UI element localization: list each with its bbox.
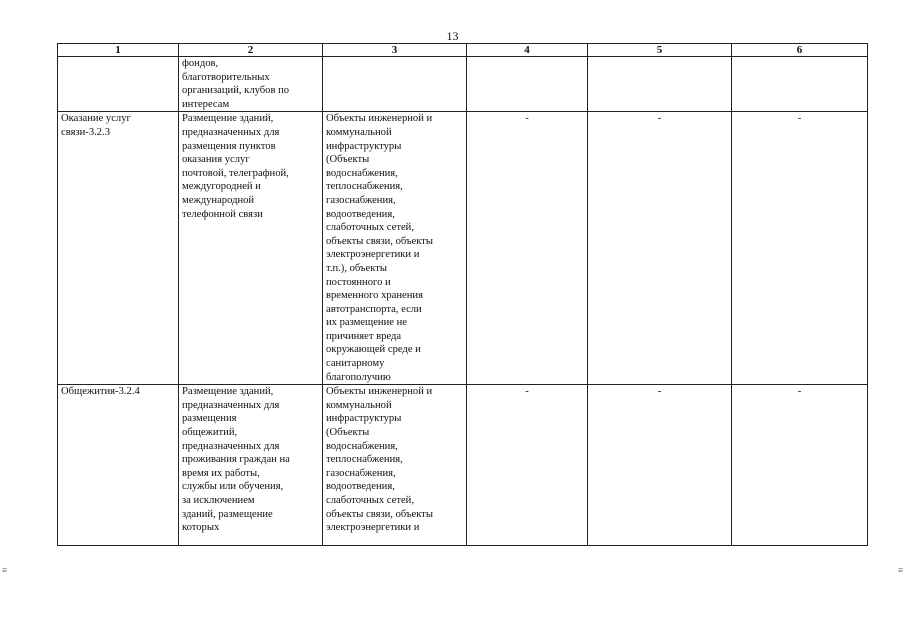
cell-text: Объекты инженерной и коммунальной инфраструктуры (Объекты водоснабжения, теплоснабжения, газоснабжения, водоотведения, слаботочных сетей, объекты связи, объекты электроэнергетики и т.п.), объекты постоянного и временного хранения автотранспорта, если их размещение не причиняет вреда окружающей среде и санитарному благополучию xyxy=(326,113,433,383)
column-header: 6 xyxy=(732,44,868,57)
land-use-table xyxy=(57,43,868,546)
cell-text: Размещение зданий, предназначенных для размещения пунктов оказания услуг почтовой, телеграфной, междугородней и международной телефонной связи xyxy=(182,113,289,220)
table-cell xyxy=(732,385,868,546)
table-cell xyxy=(323,112,467,385)
table-cell xyxy=(588,385,732,546)
scan-edge-mark-right: ≡ xyxy=(898,565,904,575)
cell-text: - xyxy=(797,113,802,125)
table-cell xyxy=(179,385,323,546)
table-cell xyxy=(732,57,868,112)
column-header: 4 xyxy=(467,44,588,57)
cell-text: - xyxy=(525,386,529,398)
table-cell xyxy=(467,385,588,546)
table-cell xyxy=(179,112,323,385)
table-cell xyxy=(58,385,179,546)
scan-edge-mark-left: ≡ xyxy=(2,565,8,575)
cell-text: - xyxy=(657,113,662,125)
table-cell xyxy=(467,112,588,385)
table-cell xyxy=(467,57,588,112)
table-cell xyxy=(58,112,179,385)
page-number: 13 xyxy=(446,29,459,43)
table-cell xyxy=(179,57,323,112)
table-cell xyxy=(732,112,868,385)
cell-text: Общежития-3.2.4 xyxy=(61,386,140,398)
table-cell xyxy=(323,57,467,112)
table-row xyxy=(58,385,868,546)
table-cell xyxy=(588,112,732,385)
table-cell xyxy=(58,57,179,112)
column-header: 1 xyxy=(58,44,179,57)
cell-text: Оказание услуг связи-3.2.3 xyxy=(61,113,131,138)
cell-text: Размещение зданий, предназначенных для размещения общежитий, предназначенных для проживания граждан на время их работы, службы или обучения, за исключением зданий, размещение которых xyxy=(182,386,290,534)
cell-text: Объекты инженерной и коммунальной инфраструктуры (Объекты водоснабжения, теплоснабжения, газоснабжения, водоотведения, слаботочных сетей, объекты связи, объекты электроэнергетики и xyxy=(326,386,433,534)
table-header-row xyxy=(58,44,868,57)
cell-text: - xyxy=(525,113,529,125)
table-row xyxy=(58,112,868,385)
cell-text: - xyxy=(657,386,662,398)
table-row xyxy=(58,57,868,112)
column-header: 2 xyxy=(179,44,323,57)
cell-text: фондов, благотворительных организаций, клубов по интересам xyxy=(182,58,290,110)
column-header: 3 xyxy=(323,44,467,57)
table-cell xyxy=(588,57,732,112)
column-header: 5 xyxy=(588,44,732,57)
table-cell xyxy=(323,385,467,546)
cell-text: - xyxy=(797,386,802,398)
